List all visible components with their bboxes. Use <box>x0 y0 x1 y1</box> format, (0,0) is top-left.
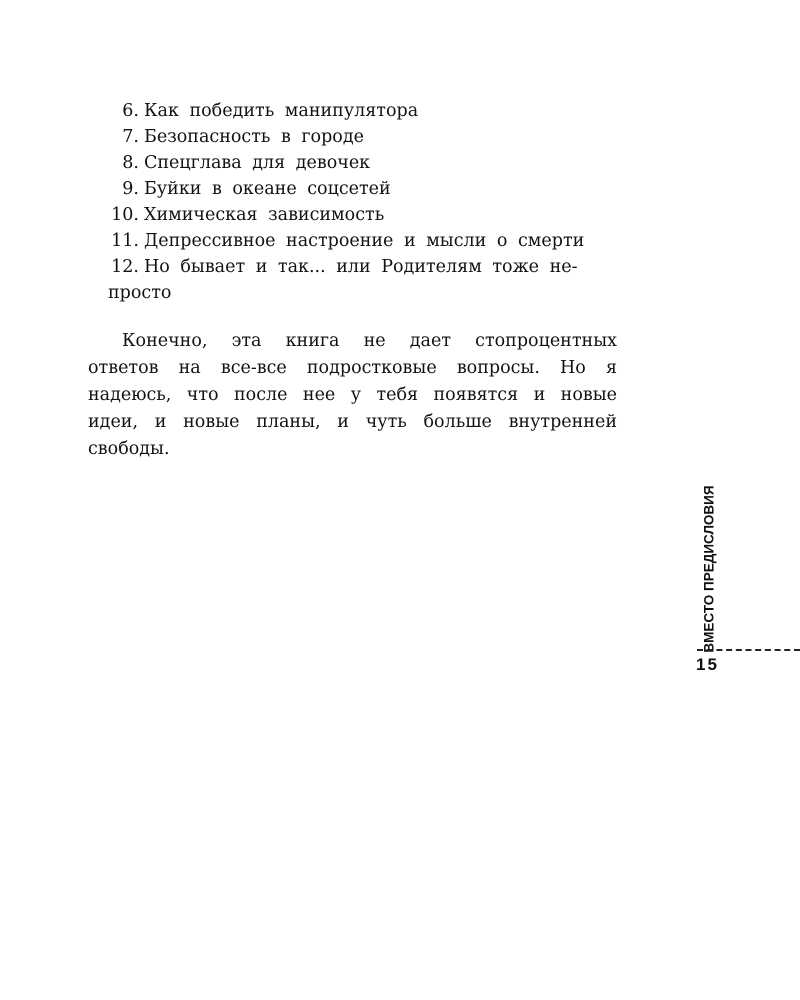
list-item <box>104 150 620 176</box>
section-label <box>698 485 720 653</box>
list-item <box>104 228 620 254</box>
list-item-text-continuation: просто <box>108 283 172 303</box>
list-item-number: 12. <box>111 257 139 277</box>
list-item <box>104 98 620 124</box>
list-item <box>104 176 620 202</box>
body-paragraph: Конечно, эта книга не дает стопроцентных ответов на все-все подростковые вопросы. Но я надеюсь, что после нее у тебя появятся и новые идеи, и новые планы, и чуть больше внутренней свободы. <box>88 331 617 459</box>
section-label-text: ВМЕСТО ПРЕДИСЛОВИЯ <box>701 485 717 653</box>
list-item-number: 9. <box>122 179 139 199</box>
list-item-text: Буйки в океане соцсетей <box>144 179 391 199</box>
list-item-text: Химическая зависимость <box>144 205 385 225</box>
list-item-number: 7. <box>122 127 139 147</box>
page-number: 15 <box>696 655 719 674</box>
list-item-text-line: Но бывает и так... или Родителям тоже не- <box>144 257 578 277</box>
table-of-contents <box>104 98 620 306</box>
list-item-number: 6. <box>122 101 139 121</box>
list-item-text: Как победить манипулятора <box>144 101 419 121</box>
list-item-text: Депрессивное настроение и мысли о смерти <box>144 231 585 251</box>
footer-divider <box>697 649 800 651</box>
list-item <box>104 254 620 306</box>
list-item <box>104 124 620 150</box>
list-item-number: 8. <box>122 153 139 173</box>
list-item <box>104 202 620 228</box>
list-item-text: Безопасность в городе <box>144 127 364 147</box>
list-item-number: 10. <box>111 205 139 225</box>
list-item-text: Спецглава для девочек <box>144 153 371 173</box>
list-item-number: 11. <box>111 231 139 251</box>
